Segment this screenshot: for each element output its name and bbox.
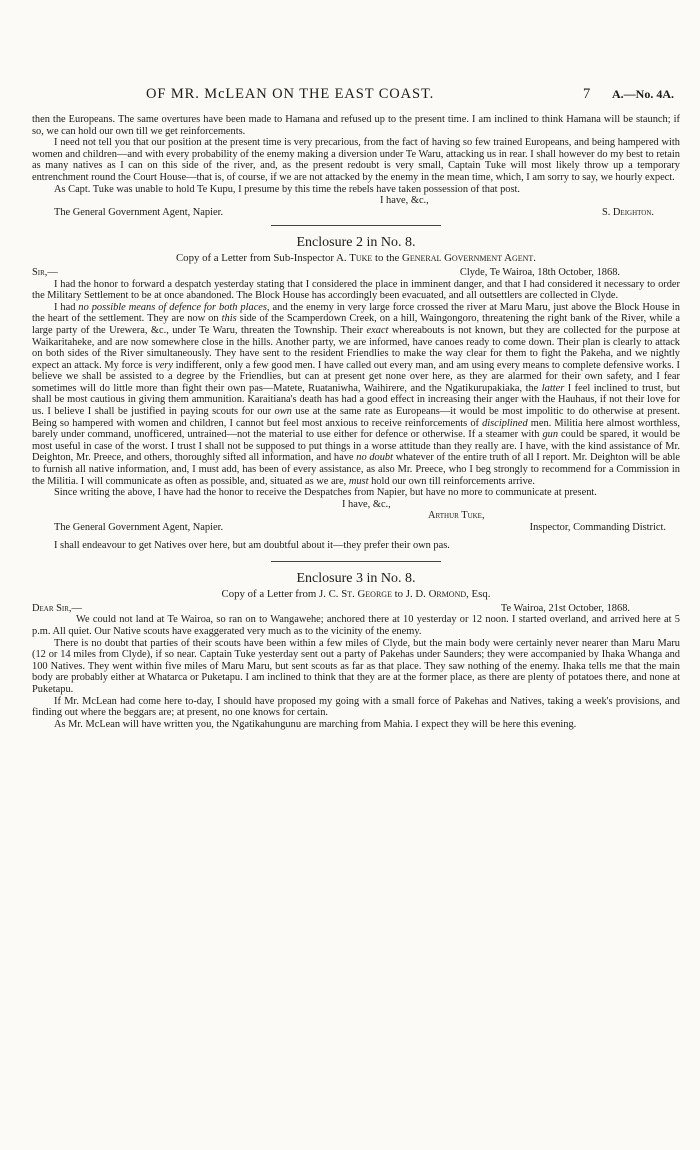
signature-line (32, 207, 680, 219)
addressee: The General Government Agent, Napier. (54, 206, 224, 218)
salutation: Dear Sir,— (32, 602, 82, 614)
salutation-line (32, 267, 680, 279)
enclosure-heading: Enclosure 3 in No. 8. (296, 571, 416, 587)
paragraph: As Mr. McLean will have written you, the Ngatikahungunu are marching from Mahia. I expect they will be here this evening. (54, 718, 577, 730)
closing: I have, &c., (380, 195, 429, 207)
closing-line (32, 499, 680, 511)
paragraph: I had no possible means of defence for both places, and the enemy in very large force crossed the river at Maru Maru, just above the Block House in the heart of the settlement. They are now on this side of the Scamperdown Creek, on a hill, Waingongoro, threatening the right bank of the River, while a large party of the Urewera, &c., under Te Waru, threaten the Township. Their exact whereabouts is not known, but they are collected for the purpose at Waikaritaheke, and are now somewhere close in the hills. Another party, we are informed, have canoes ready to come down. Their plan is clearly to attack on both sides of the River simultaneously. They have sent to the resident Friendlies to make the way clear for them to fight the Pakeha, and we nightly expect an attack. My force is very indifferent, only a few good men. I have called out every man, and am using every means to complete defensive works. I believe we shall be assisted to a degree by the Friendlies, but can at present get none over here, as they are alarmed for their own safety, and I fear sometimes will do little more than fight their own pas—Matete, Ruataniwha, Waihirere, and the Ngatikurupakiaka, the latter I feel inclined to trust, but shall be most cautious in giving them ammunition. Karaitiana's death has had a good effect in increasing their anger with the Hauhaus, if not their love for us. I believe I shall be justified in paying scouts for our own use at the same rate as Europeans—it would be most impolitic to do otherwise at present. Being so hampered with women and children, I cannot but feel most anxious to receive reinforcements of disciplined men. Militia here almost worthless, barely under command, unofficered, untrained—not the material to use either for defence or otherwise. If a steamer with gun could be spared, it would be most useful in case of the worst. I trust I shall not be supposed to put things in a worse attitude than they really are. I have, with the kind assistance of Mr. Deighton, Mr. Preece, and others, thoroughly sifted all information, and have no doubt whatever of the entire truth of all I report. Mr. Deighton will be able to furnish all native information, and, I must add, has been of every assistance, as also Mr. Preece, who I beg strongly to recommend for a Commission in the Militia. I will communicate as often as possible, and, situated as we are, must hold our own till reinforcements arrive. (32, 301, 681, 487)
page-body (32, 114, 680, 730)
letter-deighton (32, 114, 680, 218)
caption-name: Ormond (428, 588, 467, 601)
page-header (32, 86, 680, 104)
caption-name: Tuke (349, 252, 373, 265)
divider (271, 561, 441, 562)
signatory-title: Inspector, Commanding District. (529, 522, 666, 533)
salutation: Sir,— (32, 266, 58, 278)
paragraph: As Capt. Tuke was unable to hold Te Kupu, I presume by this time the rebels have taken possession of that post. (54, 183, 521, 195)
enclosure-heading: Enclosure 2 in No. 8. (296, 235, 416, 251)
letter-caption (32, 589, 680, 601)
paragraph: There is no doubt that parties of their scouts have been within a few miles of Clyde, but the main body were certainly never nearer than Maru Maru (12 or 14 miles from Clyde), if so near. Captain Tuke yesterday sent out a party of Pakehas under Saunders; they were accompanied by Ihaka Whanga and 100 Natives. They went within five miles of Maru Maru, but sent scouts as far as that place. They saw nothing of the enemy. Ihaka tells me that the main body are probably either at Whatarca or Puketapu. I am inclined to think that they are at the former place, as there are plenty of potatoes there, and none at Puketapu. (32, 637, 680, 695)
signature-line (32, 510, 680, 522)
page-number: 7 (583, 86, 591, 102)
paragraph: I had the honor to forward a despatch yesterday stating that I considered the place in imminent danger, and that I had considered it necessary to order the Military Settlement to be at once abandoned. The Block House has accordingly been evacuated, and all outsettlers are collected in Clyde. (32, 278, 680, 302)
addressee-line (32, 522, 680, 534)
paragraph: Since writing the above, I have had the honor to receive the Despatches from Napier, but have no more to communicate at present. (54, 487, 597, 499)
paragraph: then the Europeans. The same overtures have been made to Hamana and refused up to the present time. I am inclined to think Hamana will be staunch; if so, we can hold our own till we get reinforcements. (32, 114, 680, 137)
place-date: Te Wairoa, 21st October, 1868. (500, 602, 630, 614)
caption-text: Copy of a Letter from Sub-Inspector A. (175, 252, 350, 265)
caption-text: , Esq. (466, 588, 491, 601)
postscript: I shall endeavour to get Natives over here, but am doubtful about it—they prefer their own pas. (54, 539, 450, 551)
closing: I have, &c., (342, 498, 391, 510)
caption-text: to the (372, 252, 403, 265)
enclosure-2 (32, 235, 680, 551)
addressee: The General Government Agent, Napier. (54, 522, 224, 533)
caption-text: to J. D. (391, 588, 429, 601)
letter-caption (32, 253, 680, 265)
divider (271, 225, 441, 226)
document-reference: A.—No. 4A. (612, 87, 674, 101)
signature: Arthur Tuke, (428, 510, 485, 522)
caption-name: St. George (341, 588, 392, 601)
salutation-line (32, 603, 680, 615)
paragraph: I need not tell you that our position at the present time is very precarious, from the fact of having so few trained Europeans, and being hampered with women and children—and with every probability of the enemy making a diversion under Te Waru, attacking us in rear. I shall however do my best to retain as many natives as I can on this side of the river, and, as the present redoubt is very small, Captain Tuke will most likely throw up a temporary entrenchment round the Court House—that is, of course, if we are not attacked by the enemy in the mean time, which, I am sorry to say, we hourly expect. (32, 137, 680, 183)
running-title: OF MR. McLEAN ON THE EAST COAST. (146, 86, 435, 102)
enclosure-3 (32, 571, 680, 730)
caption-text: Copy of a Letter from J. C. (221, 588, 342, 601)
paragraph: We could not land at Te Wairoa, so ran on to Wangawehe; anchored there at 10 yesterday or 12 noon. I started overland, and arrived here at 5 p.m. All quiet. Our Native scouts have exaggerated very much as to the vicinity of the enemy. (32, 614, 680, 637)
place-date: Clyde, Te Wairoa, 18th October, 1868. (459, 266, 620, 278)
caption-recipient: General Government Agent. (402, 252, 537, 265)
signature: S. Deighton. (601, 206, 654, 218)
paragraph: If Mr. McLean had come here to-day, I should have proposed my going with a small force of Pakehas and Natives, taking a week's provisions, and finding out where the beggars are; at present, no one knows for certain. (32, 695, 680, 719)
closing-line (32, 195, 680, 207)
